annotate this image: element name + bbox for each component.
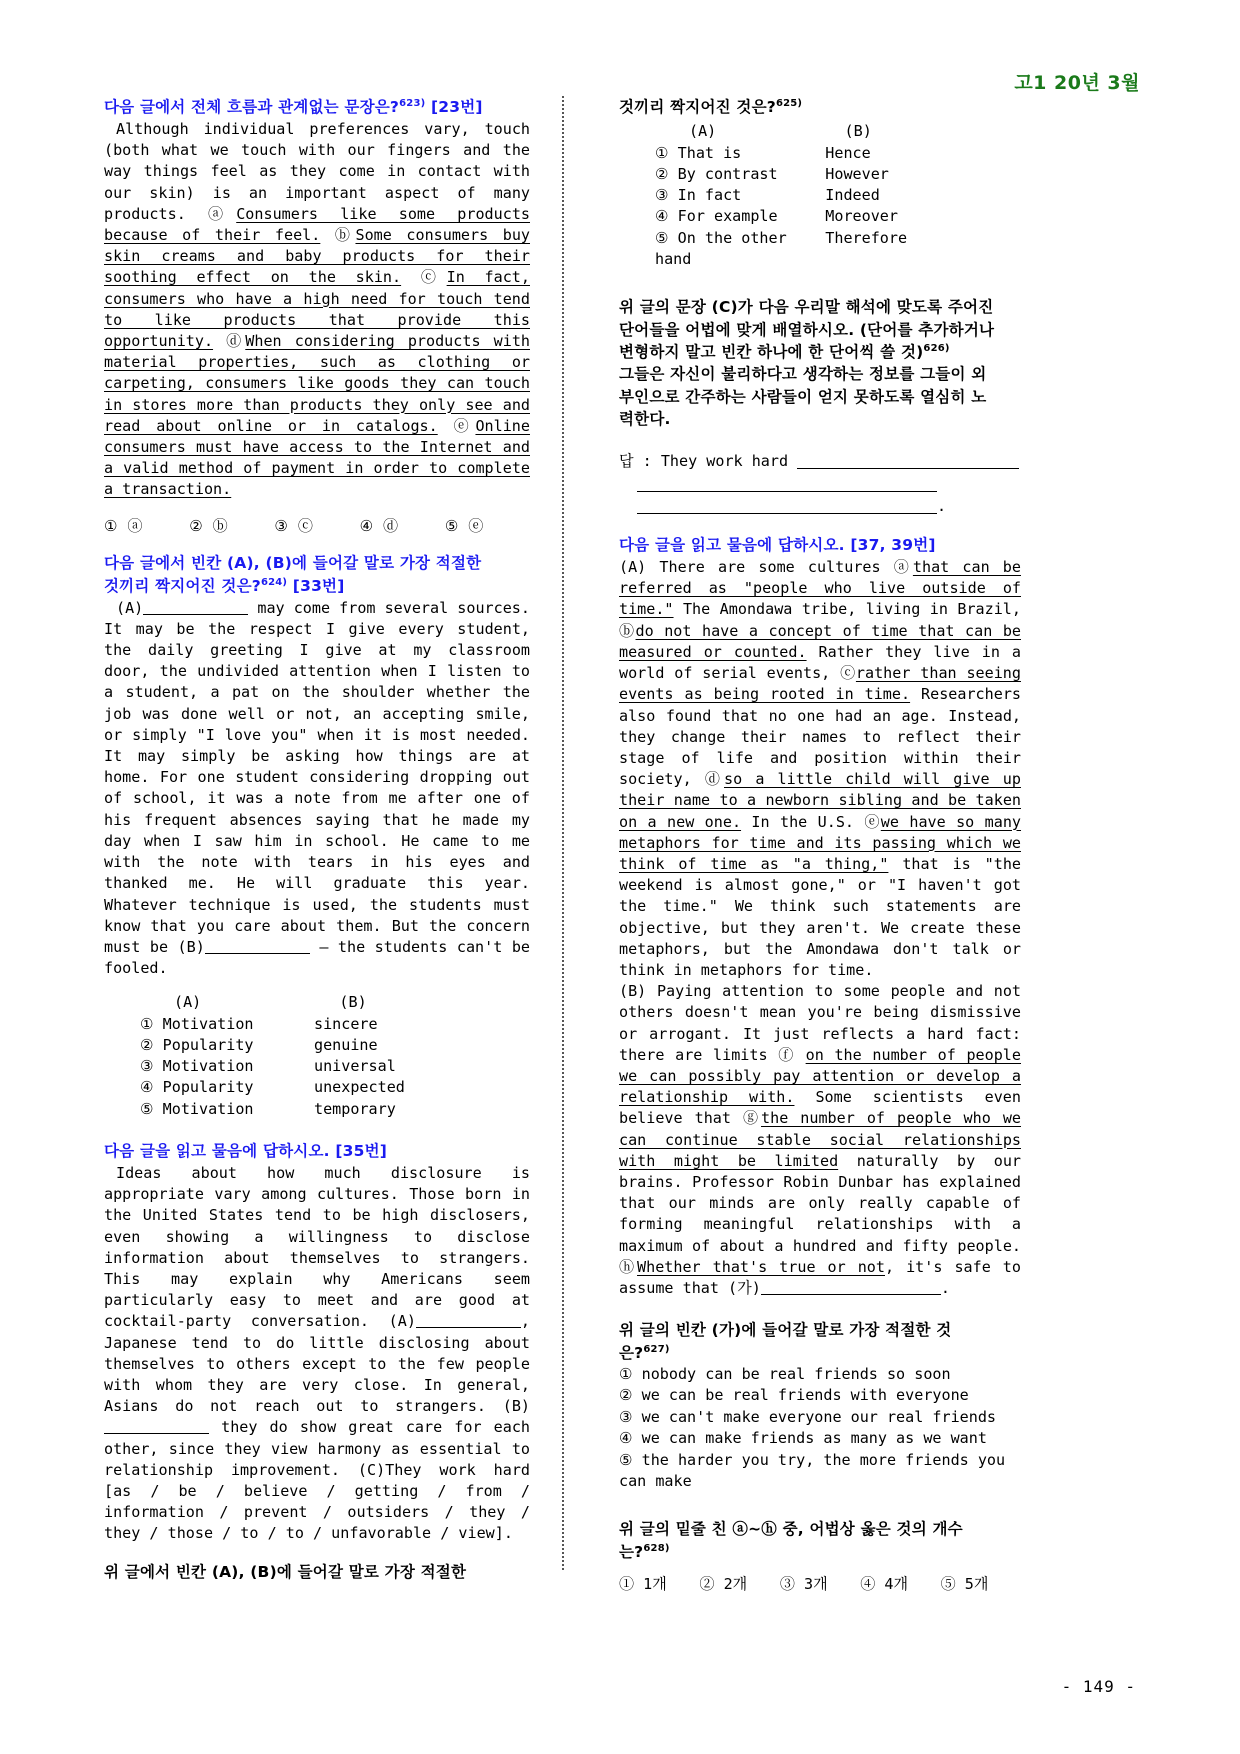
q33-blank-b[interactable] [205,953,310,954]
q35b-row1-a: ① That is [655,143,742,162]
pA-mark-b: ⓑ [619,621,636,640]
question-block-word-order [619,296,1021,518]
q35b-heading-text: 것끼리 짝지어진 것은? [619,98,776,116]
q627-option-4[interactable]: ④ we can make friends as many as we want [619,1429,987,1448]
q23-marker-a: ⓐ [208,204,237,223]
q628-heading-2-text: 는? [619,1542,644,1561]
q3739-heading: 다음 글을 읽고 물음에 답하시오. [37, 39번] [619,536,936,555]
q23-heading-sup: 623) [399,97,426,109]
pB-mark-f: ⓕ [778,1045,795,1064]
q23-underline-d: When considering products with material properties, such as clothing or carpeting, consumers like goods they can touch in stores more than products they only see and read about online or in catalogs. [104,332,530,435]
q23-marker-d: ⓓ [226,332,246,351]
q626-korean-1: 그들은 자신이 불리하다고 생각하는 정보를 그들이 외 [619,365,987,384]
q33-row1-b: sincere [314,1014,378,1033]
q626-answer-blank-3[interactable] [637,513,937,514]
pA-underline-c: rather than seeing events as being rooted in time. [619,664,1021,704]
q33-row3-b: universal [314,1057,396,1076]
q33-blank-b-label: (B) [177,937,205,956]
pA-underline-b: do not have a concept of time that can be measured or counted. [619,621,1021,661]
q626-instruction-2: 단어들을 어법에 맞게 배열하시오. (단어를 추가하거나 [619,320,995,339]
q35-text-1: Ideas about how much disclosure is appropriate vary among cultures. Those born in the United States tend to be high disclosers, even showing a willingness to disclose information about themselves to strangers. This may explain why Americans seem particularly easy to meet and are good at cocktail-party conversation. [104,1164,530,1331]
q33-heading-sup: 624) [260,576,288,588]
q23-choices [104,515,530,536]
pB-underline-f: on the number of people we can possibly pay attention or develop a relationship with. [619,1045,1021,1107]
q628-options [619,1573,1021,1594]
q23-underline-c: In fact, consumers who have a high need for touch tend to like products that provide this opportunity. [104,268,530,351]
q35b-table-header [619,121,1021,142]
q23-choice-1[interactable]: ① ⓐ [104,516,143,535]
q33-text-2: — the students can't be fooled. [104,937,531,978]
pB-underline-h: Whether that's true or not [637,1257,885,1276]
q626-instruction-sup: 626) [923,342,950,354]
pB-mark-h: ⓗ [619,1257,638,1276]
pB-t4: , it's safe to assume that [619,1257,1021,1297]
pB-mark-g: ⓖ [742,1109,762,1128]
q627-options [619,1364,1021,1493]
question-block-33 [104,552,530,1120]
q35b-row3-a: ③ In fact [655,186,742,205]
pA-mark-d: ⓓ [704,770,724,789]
pB-blank-ga-label: (가) [728,1278,761,1297]
pB-t3: naturally by our brains. Professor Robin Dunbar has explained that our minds are only really capable of forming meaningful relationships with a maximum of about a hundred and fifty people. [619,1151,1021,1255]
q626-instruction-3-text: 변형하지 말고 빈칸 하나에 한 단어씩 쓸 것) [619,342,924,361]
q33-row2-a: ② Popularity [140,1035,254,1054]
table-row[interactable] [104,1056,530,1077]
right-column [581,96,1021,1606]
q23-choice-4[interactable]: ④ ⓓ [359,516,399,535]
q3739-passage-a [619,557,1021,981]
pB-t1: (B) Paying attention to some people and not others doesn't mean you're being dismissive or arrogant. It just reflects a hard fact: there are limits [619,982,1021,1064]
pA-underline-e: we have so many metaphors for time and its passing which we think of time as "a thing," [619,812,1022,873]
q33-row4-a: ④ Popularity [140,1078,254,1097]
q23-text-plain: Although individual preferences vary, touch (both what we touch with our fingers and the way things feel as they come in contact with our skin) is an important aspect of many products. [104,120,530,223]
q23-heading [104,96,530,118]
q35-heading: 다음 글을 읽고 물음에 답하시오. [35번] [104,1142,388,1160]
table-row[interactable] [619,185,1021,206]
q33-answer-table [104,992,530,1120]
q627-option-3[interactable]: ③ we can't make everyone our real friends [619,1407,997,1426]
question-block-37-39 [619,534,1021,1299]
pA-t2: The Amondawa tribe, living in Brazil, [673,600,1021,619]
q35b-heading [619,96,1021,118]
q35b-row2-a: ② By contrast [655,164,778,183]
q33-blank-a-label: (A) [116,598,144,617]
table-row[interactable] [619,228,1021,271]
page-header: 고1 20년 3월 [1014,72,1140,94]
q33-header-b: (B) [339,993,367,1012]
q33-row5-a: ⑤ Motivation [140,1099,254,1118]
question-block-35-answers [619,96,1021,270]
q35-blank-a-label: (A) [388,1312,416,1331]
q627-heading-1: 위 글의 빈칸 (가)에 들어갈 말로 가장 적절한 것 [619,1321,952,1340]
q627-option-2[interactable]: ② we can be real friends with everyone [619,1386,969,1405]
q626-instruction-1: 위 글의 문장 (C)가 다음 우리말 해석에 맞도록 주어진 [619,298,994,317]
question-block-628 [619,1518,1021,1594]
q626-instruction-3 [619,341,1021,363]
q23-marker-e: ⓔ [453,416,476,435]
q35-text-3: they do show great care for each other, since they view harmony as essential to relationship improvement. (C)They work hard [as / be / believe / getting / from / information / prevent / outsiders / they / they / those / to / to / unfavorable / view]. [104,1418,530,1543]
q23-marker-b: ⓑ [334,226,356,245]
table-row[interactable] [104,1035,530,1056]
q627-option-1[interactable]: ① nobody can be real friends so soon [619,1364,951,1383]
pA-underline-d: so a little child will give up their name to a newborn sibling and be taken on a new one. [619,770,1021,831]
table-row[interactable] [619,164,1021,185]
q626-answer-label: 답 : They work hard [619,452,789,471]
q35-text-2: , Japanese tend to do little disclosing about themselves to others except to the few people with whom they are very close. In general, Asians do not reach out to strangers. [104,1312,530,1416]
pA-mark-a: ⓐ [893,558,913,577]
q33-text-1: may come from several sources. It may be the respect I give every student, the daily greeting I give at my classroom door, the undivided attention when I listen to a student, a pat on the shoulder whether the job was done well or not, an accepting smile, or simply "I love you" when it is most needed. It may simply be asking how things are at home. For one student considering dropping out of school, it was a note from me after one of his frequent absences saying that he made my day when I saw him in school. He came to me with the note with tears in his eyes and thanked me. He will graduate this year. Whatever technique is used, the students must know that you care about them. But the concern must be [104,598,530,956]
q33-row5-b: temporary [314,1099,396,1118]
pA-underline-a: that can be referred as "people who live outside of time." [619,558,1021,619]
q627-heading-2 [619,1342,1021,1364]
q23-passage [104,119,530,501]
table-row[interactable] [619,206,1021,227]
q35-passage [104,1163,530,1545]
q35b-row5-a: ⑤ On the other hand [655,228,787,268]
q23-choice-5[interactable]: ⑤ ⓔ [444,516,484,535]
pB-blank-ga[interactable] [761,1294,941,1295]
q35-blank-a[interactable] [416,1327,521,1328]
q33-table-header [104,992,530,1013]
question-block-23 [104,96,530,536]
q627-option-5[interactable]: ⑤ the harder you try, the more friends you can make [619,1450,1006,1490]
pA-mark-e: ⓔ [864,812,881,831]
q626-answer-line-1 [619,450,1021,473]
q35b-row1-b: Hence [825,143,871,162]
q23-underline-a: Consumers like some products because of their feel. [104,204,530,245]
left-column [104,96,544,1606]
q3739-passage-b [619,981,1021,1299]
q33-row3-a: ③ Motivation [140,1057,254,1076]
q626-answer-line-3: . [619,495,1021,518]
q626-answer-blank-1[interactable] [797,468,1019,469]
q33-heading-line2 [104,575,530,597]
q628-heading-2 [619,1541,1021,1563]
q35b-answer-table [619,121,1021,270]
q628-option-5[interactable]: ⑤ 5개 [940,1574,989,1593]
q628-heading-1: 위 글의 밑줄 친 ⓐ~ⓗ 중, 어법상 옳은 것의 개수 [619,1520,963,1539]
q35-tail-heading: 위 글에서 빈칸 (A), (B)에 들어갈 말로 가장 적절한 [104,1562,467,1581]
table-row[interactable] [619,143,1021,164]
q628-heading-sup: 628) [643,1542,670,1554]
q35b-row2-b: However [825,164,889,183]
q35b-header-a: (A) [689,122,717,141]
q23-underline-e: Online consumers must have access to the Internet and a valid method of payment in order to complete a transaction. [104,416,530,499]
q626-answer-blank-2[interactable] [637,491,937,492]
table-row[interactable] [104,1099,530,1120]
q627-heading-2-text: 은? [619,1343,644,1362]
q35-blank-b-label: (B) [502,1397,530,1416]
q628-option-1[interactable]: ① 1개 [619,1574,667,1593]
q628-option-4[interactable]: ④ 4개 [860,1574,909,1593]
q628-option-3[interactable]: ③ 3개 [779,1574,828,1593]
two-column-body [104,96,1136,1606]
q626-answer-line-2 [619,473,1021,496]
q35b-row4-a: ④ For example [655,207,778,226]
q33-row4-b: unexpected [314,1078,405,1097]
pA-t5: In the U.S. [741,812,865,831]
q35b-heading-sup: 625) [775,97,803,109]
q33-header-a: (A) [174,993,202,1012]
q35b-row5-b: Therefore [825,228,908,247]
q33-heading-tail: [33번] [287,576,345,595]
pA-t4: Researchers also found that no one had an age. Instead, they change their names to reflect their stage of life and position within their society, [619,685,1021,789]
table-row[interactable] [104,1014,530,1035]
q627-heading-sup: 627) [643,1343,670,1355]
q35-blank-b[interactable] [104,1433,209,1434]
q23-choice-2[interactable]: ② ⓑ [189,516,229,535]
q23-marker-c: ⓒ [420,268,447,287]
column-divider [562,96,565,1570]
q33-heading-line2-text: 것끼리 짝지어진 것은? [104,576,261,595]
q626-korean-3: 력한다. [619,409,671,428]
q35b-header-b: (B) [844,122,872,141]
q33-heading-line1: 다음 글에서 빈칸 (A), (B)에 들어갈 말로 가장 적절한 [104,553,482,572]
q628-option-2[interactable]: ② 2개 [699,1574,748,1593]
q626-korean-2: 부인으로 간주하는 사람들이 얻지 못하도록 열심히 노 [619,387,987,406]
q23-heading-tail: [23번] [425,98,483,116]
q33-row2-b: genuine [314,1035,378,1054]
pA-t6: that is "the weekend is almost gone," or "I haven't got the time." We think such statements are objective, but they aren't. We create these metaphors, but the Amondawa don't talk or think in metaphors for time. [619,854,1021,979]
q35b-row3-b: Indeed [825,186,880,205]
table-row[interactable] [104,1077,530,1098]
pA-t1: (A) There are some cultures [619,558,894,577]
question-block-35 [104,1140,530,1583]
pB-underline-g: the number of people who we can continue stable social relationships with might be limited [619,1109,1021,1170]
pA-t3: Rather they live in a world of serial events, [619,642,1022,683]
q23-choice-3[interactable]: ③ ⓒ [274,516,314,535]
q23-heading-text: 다음 글에서 전체 흐름과 관계없는 문장은? [104,98,400,116]
pA-mark-c: ⓒ [840,664,856,683]
q33-row1-a: ① Motivation [140,1014,254,1033]
q33-passage [104,598,530,980]
q35b-row4-b: Moreover [825,207,898,226]
pB-t2: Some scientists even believe that [619,1088,1021,1128]
q33-blank-a[interactable] [143,614,248,615]
question-block-627 [619,1319,1021,1492]
page-number: - 149 - [1061,1677,1136,1696]
pB-t5: . [940,1278,950,1297]
q23-underline-b: Some consumers buy skin creams and baby products for their soothing effect on the skin. [104,226,530,287]
